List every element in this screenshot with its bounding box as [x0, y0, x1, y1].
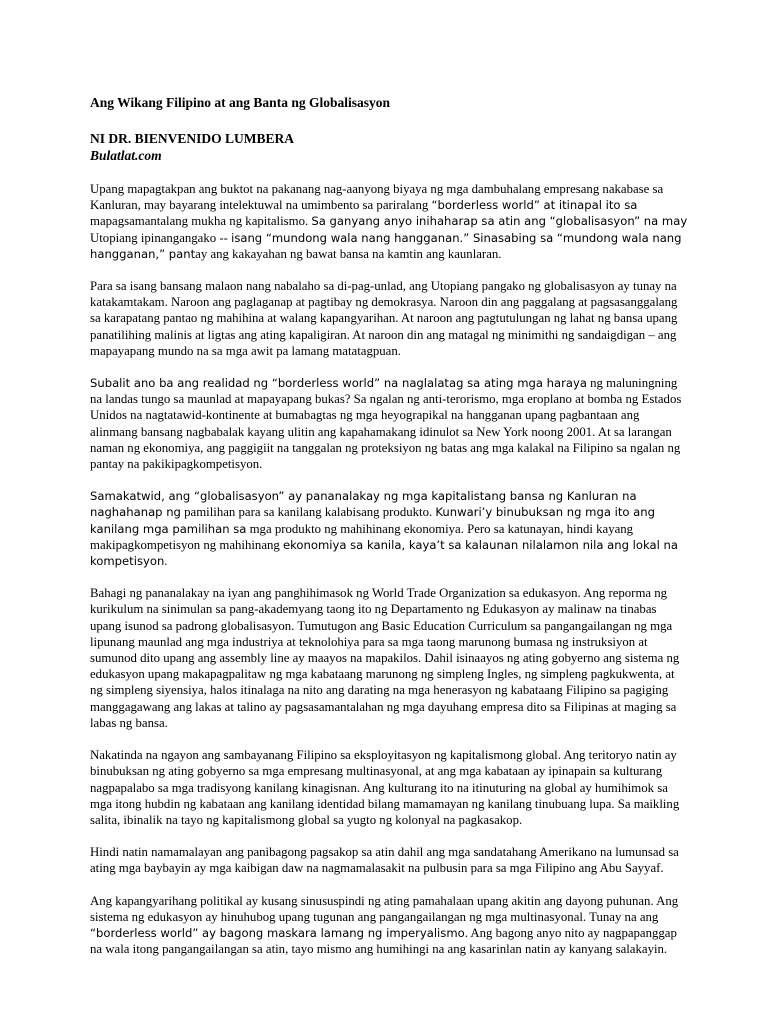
paragraph-2 — [90, 278, 690, 359]
text-run: mga produkto ng mahihinang ekonomiya. Pero sa katunayan, hindi kayang makipagkompetisyon ng mahihinang — [90, 521, 634, 552]
paragraph-6 — [90, 747, 690, 828]
text-run: Upang mapagtakpan ang buktot na pakanang nag-aanyong biyaya ng mga dambuhalang empresang nakabase sa Kanluran, may bayarang intelektuwal na umimbento sa pariralang — [90, 182, 664, 213]
paragraph-5 — [90, 585, 690, 731]
text-run: ay ang kakayahan ng bawat bansa na kamtin ang kaunlaran. — [195, 246, 502, 261]
text-run: Hindi natin namamalayan ang panibagong pagsakop sa atin dahil ang mga sandatahang Amerikano na lumunsad sa ating mga baybayin ay mga kaibigan daw na nagmamalasakit na pulbusin para sa mga Filipino ang Abu Sayyaf. — [90, 845, 679, 876]
text-run-alt-font: ekonomiya sa kanila, kaya’t sa kalaunan nilalamon nila ang lokal na kompetisyon — [90, 537, 678, 569]
text-run: Para sa isang bansang malaon nang nabalaho sa di-pag-unlad, ang Utopiang pangako ng globalisasyon ay tunay na katakamtakam. Naroon ang paglaganap at pagtibay ng demokrasya. Naroon din ang paggalang at pagsasanggalang sa karapatang pantao ng mahihina at walang kapangyarihan. At naroon ang pagtutulungan ng lahat ng bansa upang panatilihing malinis at ligtas ang ating kapaligiran. At naroon din ang matagal ng minimithi ng sandaigdigan – ang mapayapang mundo na sa mga awit pa lamang matatagpuan. — [90, 279, 678, 358]
paragraph-8 — [90, 893, 690, 958]
paragraph-7 — [90, 844, 690, 876]
article-source: Bulatlat.com — [90, 148, 162, 163]
paragraph-3 — [90, 375, 690, 472]
text-run-alt-font: “borderless world” ay bagong maskara lamang ng imperyalismo — [90, 925, 465, 940]
text-run: Nakatinda na ngayon ang sambayanang Filipino sa eksployitasyon ng kapitalismong global. Ang teritoryo natin ay binubuksan ng ating gobyerno sa mga empresang multinasyonal, at ang mga kabataan ay ipinapain sa kulturang nagpapalabo sa mga tradisyong kanilang kinagisnan. Ang kulturang ito na itinuturing na global ay humihimok sa mga itong hubdin ng kabataan ang kanilang identidad bilang mamamayan ng kanilang tinubuang lupa. Sa maikling salita, ibinalik na tayo ng kapitalismong global sa yugto ng kolonyal na pagkasakop. — [90, 748, 680, 827]
text-run-alt-font: Sa ganyang anyo inihaharap sa atin ang “globalisasyon” na may — [311, 214, 688, 229]
article-title: Ang Wikang Filipino at ang Banta ng Globalisasyon — [90, 95, 390, 110]
text-run: . — [164, 554, 168, 569]
article-author: NI DR. BIENVENIDO LUMBERA — [90, 131, 295, 146]
paragraph-4 — [90, 488, 690, 569]
paragraph-1 — [90, 181, 690, 262]
text-run: Utopiang ipinangangako -- — [90, 230, 232, 245]
text-run-alt-font: Kunwari’y binubuksan ng mga ito ang kanilang mga pamilihan sa — [90, 505, 655, 536]
text-run: pamilihan para sa kanilang kalabisang produkto. — [180, 505, 436, 520]
text-run-alt-font: “borderless world” at itinapal ito sa — [431, 198, 638, 213]
text-run: Bahagi ng pananalakay na iyan ang panghihimasok ng World Trade Organization sa edukasyon. Ang reporma ng kurikulum na sinimulan sa pang-akademyang taong ito ng Departamento ng Edukasyon ay malinaw na tinabas upang isunod sa padrong globalisasyon. Tumutugon ang Basic Education Curriculum sa pangangailangan ng mga lipunang maunlad ang mga industriya at teknolohiya para sa mga taong marunong bumasa ng instruksiyon at sumunod dito upang ang assembly line ay maayos na mapakilos. Dahil isinaayos ng ating gobyerno ang sistema ng edukasyon upang makapagpalitaw ng mga kabataang marunong ng simpleng Ingles, ng simpleng pagkukwenta, at ng simpleng siyensiya, halos itinalaga na nito ang darating na mga henerasyon ng kabataang Filipino sa pagiging manggagawang ang lakas at talino ay pagsasamantalahan ng mga dayuhang empresa dito sa Filipinas at maging sa labas ng bansa. — [90, 586, 680, 730]
text-run: ng maluningning na landas tungo sa maunlad at mapayapang bukas? Sa ngalan ng anti-terorismo, mga eroplano at bomba ng Estados Unidos na nagtatawid-kontinente at bumabagtas ng mga heyograpikal na hangganan upang pagbantaan ang alinmang bansang nagbabalak kayang ulitin ang kapahamakang idinulot sa New York noong 2001. At sa larangan naman ng ekonomiya, ang paggigiit na tanggalan ng proteksiyon ng batas ang mga kalakal na Filipino sa ngalan ng pantay na pakikipagkompetisyon. — [90, 376, 682, 472]
text-run-alt-font: Samakatwid, ang “globalisasyon” ay pananalakay ng mga kapitalistang bansa ng Kanluran na naghahanap ng — [90, 489, 637, 520]
text-run: mapagsamantalang mukha ng kapitalismo. — [90, 214, 312, 229]
text-run: . Ang bagong anyo nito ay nagpapanggap na wala itong pangangailangan sa atin, tayo mismo ang humihingi na ang kasarinlan natin ay kanyang salakayin. — [90, 925, 677, 957]
article-body — [90, 94, 690, 973]
text-run-alt-font: Subalit ano ba ang realidad ng “borderless world” na naglalatag sa ating mga haraya — [90, 376, 587, 391]
text-run-alt-font: isang “mundong wala nang hangganan.” Sinasabing sa “mundong wala nang hangganan,” pant — [90, 230, 682, 261]
text-run: Ang kapangyarihang politikal ay kusang sinususpindi ng ating pamahalaan upang akitin ang dayong puhunan. Ang sistema ng edukasyon ay hinuhubog upang tugunan ang pangangailangan ng mga multinasyonal. Tunay na ang — [90, 893, 679, 924]
